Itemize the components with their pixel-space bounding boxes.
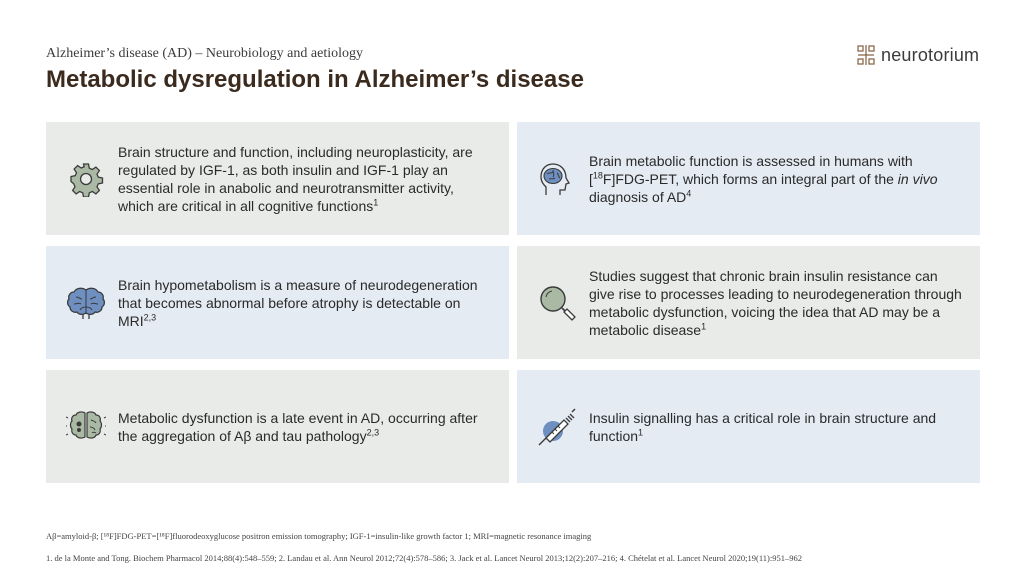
card-text: Metabolic dysfunction is a late event in AD, occurring after the aggregation of Aβ and tau pathology$^{2,3}$ bbox=[118, 409, 478, 444]
brain-hemispheres-icon bbox=[66, 407, 106, 447]
info-card-insulin-signalling bbox=[517, 370, 980, 483]
card-text: Brain structure and function, including neuroplasticity, are regulated by IGF-1, as both insulin and IGF-1 play an essential role in anabolic and neurotransmitter activity, which are critical in all cognitive functions$^1$ bbox=[118, 143, 473, 214]
brain-head-icon bbox=[537, 159, 577, 199]
neurotorium-logo-icon bbox=[856, 44, 876, 66]
card-text: Studies suggest that chronic brain insulin resistance can give rise to processes leading to neurodegeneration through metabolic dysfunction, voicing the idea that AD may be a metabolic disease$^1$ bbox=[589, 267, 962, 338]
info-card-insulin-resistance bbox=[517, 246, 980, 359]
brain-icon bbox=[66, 283, 106, 323]
info-card-fdg-pet bbox=[517, 122, 980, 235]
info-card-hypometabolism bbox=[46, 246, 509, 359]
logo-text: neurotorium bbox=[881, 44, 980, 65]
abbreviations-footnote: Aβ=amyloid-β; [¹⁸F]FDG-PET=[¹⁸F]fluorodeoxyglucose positron emission tomography; IGF-1=insulin-like growth factor 1; MRI=magnetic resonance imaging bbox=[46, 531, 592, 541]
page-title: Metabolic dysregulation in Alzheimer’s disease bbox=[46, 66, 584, 93]
card-text: Brain hypometabolism is a measure of neurodegeneration that becomes abnormal before atrophy is detectable on MRI$^{2,3}$ bbox=[118, 276, 478, 329]
gear-icon bbox=[66, 159, 106, 199]
info-card-late-event bbox=[46, 370, 509, 483]
magnifier-icon bbox=[537, 283, 577, 323]
card-text: Insulin signalling has a critical role in brain structure and function$^1$ bbox=[589, 409, 937, 444]
logo[interactable] bbox=[856, 43, 979, 67]
syringe-icon bbox=[537, 407, 577, 447]
references-footnote: 1. de la Monte and Tong. Biochem Pharmacol 2014;88(4):548–559; 2. Landau et al. Ann Neurol 2012;72(4):578–586; 3. Jack et al. Lancet Neurol 2013;12(2):207–216; 4. Chételat et al. Lancet Neurol 2020;19(11):951–962 bbox=[46, 553, 802, 563]
section-subtitle: Alzheimer’s disease (AD) – Neurobiology and aetiology bbox=[46, 46, 363, 61]
info-card-igf1 bbox=[46, 122, 509, 235]
card-text: Brain metabolic function is assessed in humans with [$^{18}$F]FDG-PET, which forms an integral part of the in vivo diagnosis of $AD^4$ bbox=[589, 152, 938, 205]
